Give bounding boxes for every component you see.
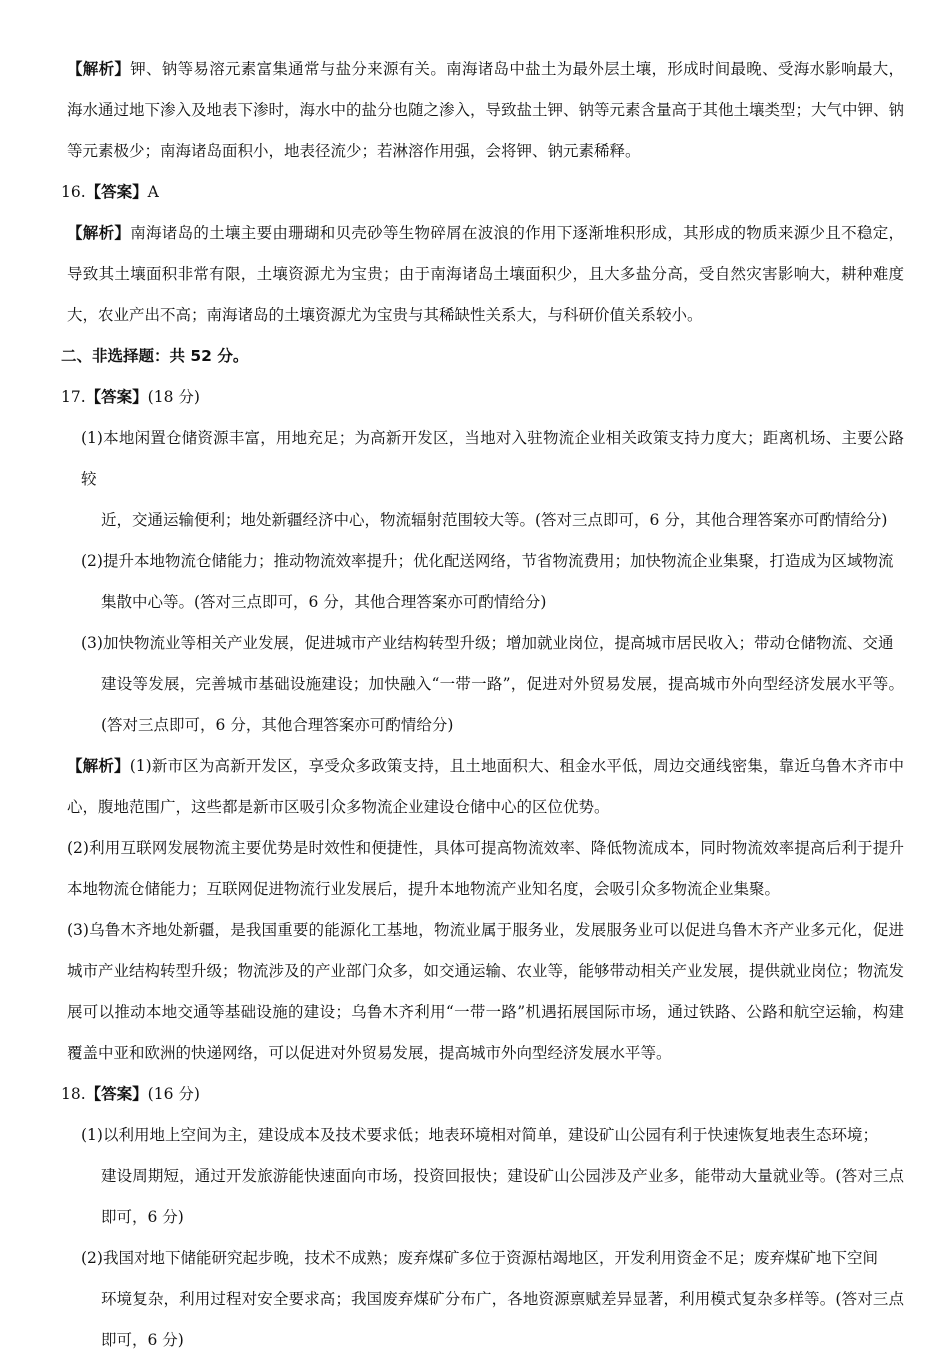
answer-item-continuation: 集散中心等。(答对三点即可，6 分，其他合理答案亦可酌情给分) (101, 593, 547, 611)
answer-item (61, 418, 904, 541)
answer-item-continuation: 近，交通运输便利；地处新疆经济中心，物流辐射范围较大等。(答对三点即可，6 分，其他合理答案亦可酌情给分) (101, 511, 888, 529)
explanation-text: 南海诸岛的土壤主要由珊瑚和贝壳砂等生物碎屑在波浪的作用下逐渐堆积形成，其形成的物质来源少且不稳定，导致其土壤面积非常有限，土壤资源尤为宝贵；由于南海诸岛土壤面积少，且大多盐分高，受自然灾害影响大，耕种难度大，农业产出不高；南海诸岛的土壤资源尤为宝贵与其稀缺性关系大，与科研价值关系较小。 (67, 224, 904, 324)
answer-label: 【答案】 (85, 388, 148, 406)
answer-heading-17 (61, 377, 904, 418)
answer-item (61, 623, 904, 746)
answer-item-continuation: 建设周期短，通过开发旅游能快速面向市场，投资回报快；建设矿山公园涉及产业多，能带动大量就业等。(答对三点即可，6 分) (101, 1167, 904, 1226)
question-number: 17. (61, 388, 86, 406)
explanation-label: 【解析】 (67, 224, 131, 242)
answer-item-first-line: (2)提升本地物流仓储能力；推动物流效率提升；优化配送网络，节省物流费用；加快物流企业集聚，打造成为区域物流 (81, 552, 894, 570)
question-number: 16. (61, 183, 86, 201)
answer-item (61, 1115, 904, 1238)
answer-value: A (147, 183, 159, 201)
explanation-label: 【解析】 (67, 757, 130, 775)
answer-item (61, 541, 904, 623)
answer-score: (16 分) (147, 1085, 200, 1103)
answer-item-continuation: 环境复杂，利用过程对安全要求高；我国废弃煤矿分布广，各地资源禀赋差异显著，利用模式复杂多样等。(答对三点即可，6 分) (101, 1290, 904, 1349)
explanation-paragraph (61, 746, 904, 828)
answer-label: 【答案】 (85, 183, 148, 201)
answer-item-first-line: (3)加快物流业等相关产业发展，促进城市产业结构转型升级；增加就业岗位，提高城市居民收入；带动仓储物流、交通 (81, 634, 894, 652)
explanation-paragraph (61, 49, 904, 172)
answer-item-first-line: (1)本地闲置仓储资源丰富，用地充足；为高新开发区，当地对入驻物流企业相关政策支持力度大；距离机场、主要公路较 (81, 429, 904, 488)
explanation-paragraph: (3)乌鲁木齐地处新疆，是我国重要的能源化工基地，物流业属于服务业，发展服务业可以促进乌鲁木齐产业多元化，促进城市产业结构转型升级；物流涉及的产业部门众多，如交通运输、农业等，能够带动相关产业发展，提供就业岗位；物流发展可以推动本地交通等基础设施的建设；乌鲁木齐利用“一带一路”机遇拓展国际市场，通过铁路、公路和航空运输，构建覆盖中亚和欧洲的快递网络，可以促进对外贸易发展，提高城市外向型经济发展水平等。 (67, 921, 905, 1062)
explanation-paragraph (61, 213, 904, 336)
answer-heading-18 (61, 1074, 904, 1115)
answer-heading-16 (61, 172, 904, 213)
answer-label: 【答案】 (85, 1085, 148, 1103)
explanation-paragraph: (2)利用互联网发展物流主要优势是时效性和便捷性，具体可提高物流效率、降低物流成本，同时物流效率提高后利于提升本地物流仓储能力；互联网促进物流行业发展后，提升本地物流产业知名度，会吸引众多物流企业集聚。 (67, 839, 904, 898)
answer-item (61, 1238, 904, 1361)
question-number: 18. (61, 1085, 86, 1103)
answer-item-first-line: (1)以利用地上空间为主，建设成本及技术要求低；地表环境相对简单，建设矿山公园有利于快速恢复地表生态环境； (81, 1126, 878, 1144)
answer-score: (18 分) (147, 388, 200, 406)
explanation-text: (1)新市区为高新开发区，享受众多政策支持，且土地面积大、租金水平低，周边交通线密集，靠近乌鲁木齐市中心，腹地范围广，这些都是新市区吸引众多物流企业建设仓储中心的区位优势。 (67, 757, 904, 816)
answer-item-continuation: 建设等发展，完善城市基础设施建设；加快融入“一带一路”，促进对外贸易发展，提高城市外向型经济发展水平等。(答对三点即可，6 分，其他合理答案亦可酌情给分) (101, 675, 904, 734)
explanation-label: 【解析】 (67, 60, 131, 78)
section-heading: 二、非选择题：共 52 分。 (61, 347, 249, 365)
explanation-text: 钾、钠等易溶元素富集通常与盐分来源有关。南海诸岛中盐土为最外层土壤，形成时间最晚、受海水影响最大，海水通过地下渗入及地表下渗时，海水中的盐分也随之渗入，导致盐土钾、钠等元素含量高于其他土壤类型；大气中钾、钠等元素极少；南海诸岛面积小，地表径流少；若淋溶作用强，会将钾、钠元素稀释。 (67, 60, 905, 160)
answer-item-first-line: (2)我国对地下储能研究起步晚，技术不成熟；废弃煤矿多位于资源枯竭地区，开发利用资金不足；废弃煤矿地下空间 (81, 1249, 878, 1267)
